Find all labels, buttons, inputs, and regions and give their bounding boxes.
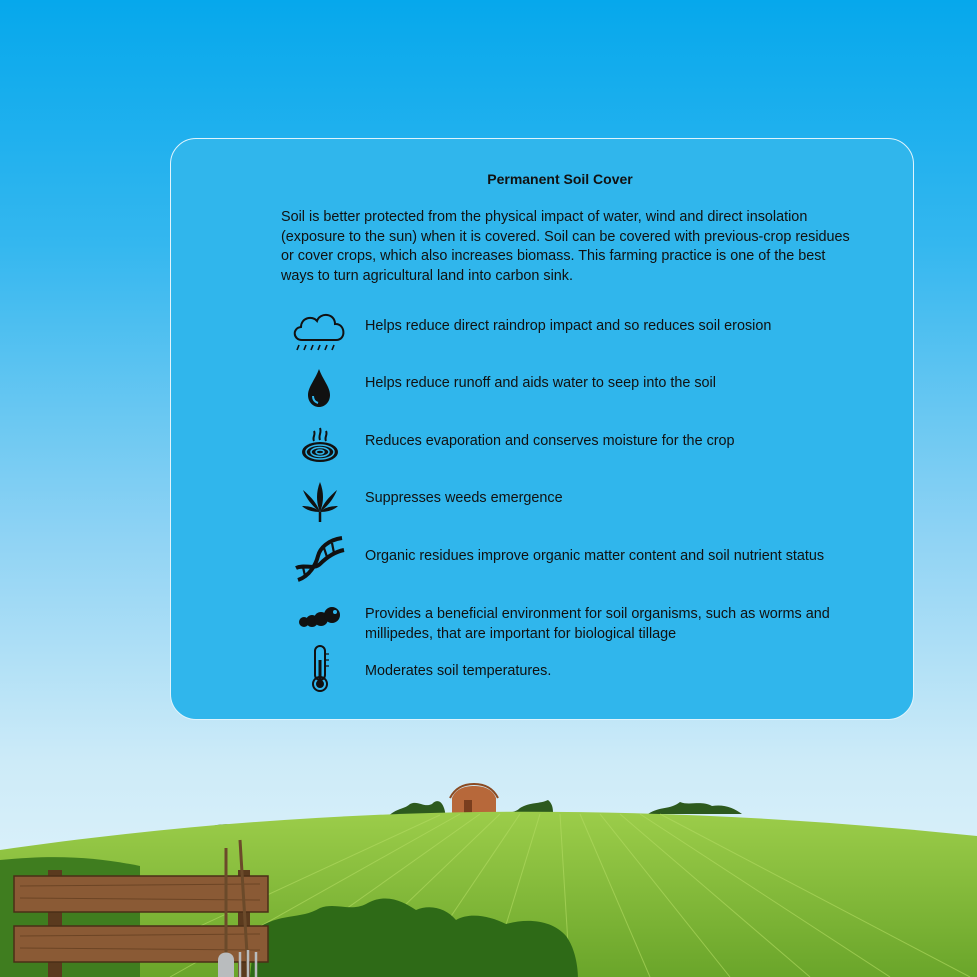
intro-paragraph: Soil is better protected from the physical impact of water, wind and direct insolation (exposure to the sun) when it is covered. Soil can be covered with previous-crop residues or cover crops, which also increases biomass. This farming practice is one of the best ways to turn agricultural land into carbon sink.	[281, 209, 850, 284]
card-title: Permanent Soil Cover	[487, 171, 633, 187]
benefit-text: Moderates soil temperatures.	[365, 663, 552, 679]
benefit-text: Helps reduce direct raindrop impact and so reduces soil erosion	[365, 318, 772, 334]
benefit-text: Suppresses weeds emergence	[365, 490, 563, 506]
benefit-text: Organic residues improve organic matter content and soil nutrient status	[365, 548, 825, 564]
worm-icon	[288, 596, 352, 646]
barn	[450, 784, 498, 814]
water-drop-icon	[288, 364, 352, 414]
rain-cloud-icon	[288, 304, 352, 354]
dna-icon	[288, 534, 352, 584]
weed-leaf-icon	[288, 478, 352, 528]
benefit-text: Helps reduce runoff and aids water to seep into the soil	[365, 375, 716, 391]
benefit-text: Provides a beneficial environment for soil organisms, such as worms and millipedes, that are important for biological tillage	[365, 606, 830, 642]
benefit-text: Reduces evaporation and conserves moisture for the crop	[365, 433, 735, 449]
evaporation-icon	[288, 421, 352, 471]
thermometer-icon	[288, 644, 352, 694]
farm-landscape	[0, 770, 977, 977]
